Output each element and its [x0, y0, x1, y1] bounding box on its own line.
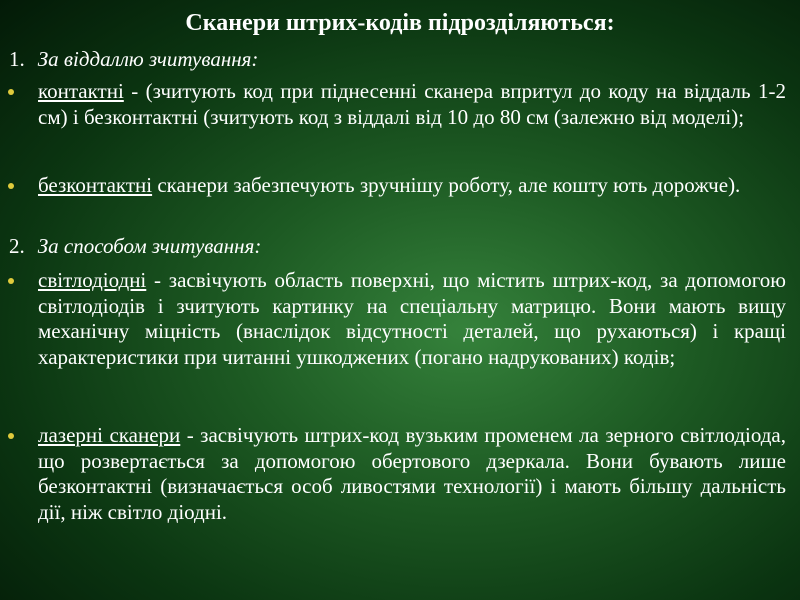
list-item-laser: [38, 423, 786, 525]
term-laser: лазерні сканери: [38, 423, 181, 447]
term-contactless: безконтактні: [38, 173, 153, 197]
bullet-icon: [8, 278, 14, 284]
section-1-heading: [9, 46, 258, 72]
term-led: світлодіодні: [38, 268, 147, 292]
bullet-icon: [8, 183, 14, 189]
bullet-icon: [8, 89, 14, 95]
section-2-heading: [9, 233, 261, 259]
section-1-number: 1.: [9, 47, 25, 71]
list-item-contact: [38, 79, 786, 130]
text-led: - засвічують область поверхні, що містить штрих-код, за допомогою світлодіодів і зчитують картинку на спеціальну матрицю. Вони мають вищу механічну міцність (внаслідок відсутності деталей, що рухаються) і кращі характеристики при читанні ушкоджених (погано надрукованих) кодів;: [38, 268, 786, 369]
section-2-title: За способом зчитування:: [37, 234, 262, 258]
list-item-led: [38, 268, 786, 370]
section-2-number: 2.: [9, 234, 25, 258]
text-contactless: сканери забезпечують зручнішу роботу, але кошту ють дорожче).: [152, 173, 741, 197]
term-contact: контактні: [38, 79, 124, 103]
list-item-contactless: [38, 173, 786, 199]
slide-title: Сканери штрих-кодів підрозділяються:: [185, 10, 615, 36]
text-laser: - засвічують штрих-код вузьким променем ла зерного світлодіода, що розвертається за допомогою обертового дзеркала. Вони бувають лише безконтактні (визначається особ ливостями технології) і мають більшу дальність дії, ніж світло діодні.: [38, 423, 786, 524]
text-contact: - (зчитують код при піднесенні сканера впритул до коду на віддаль 1-2 см) і безконтактні (зчитують код з віддалі від 10 до 80 см (залежно від моделі);: [38, 79, 786, 129]
bullet-icon: [8, 433, 14, 439]
section-1-title: За віддаллю зчитування:: [37, 47, 259, 71]
